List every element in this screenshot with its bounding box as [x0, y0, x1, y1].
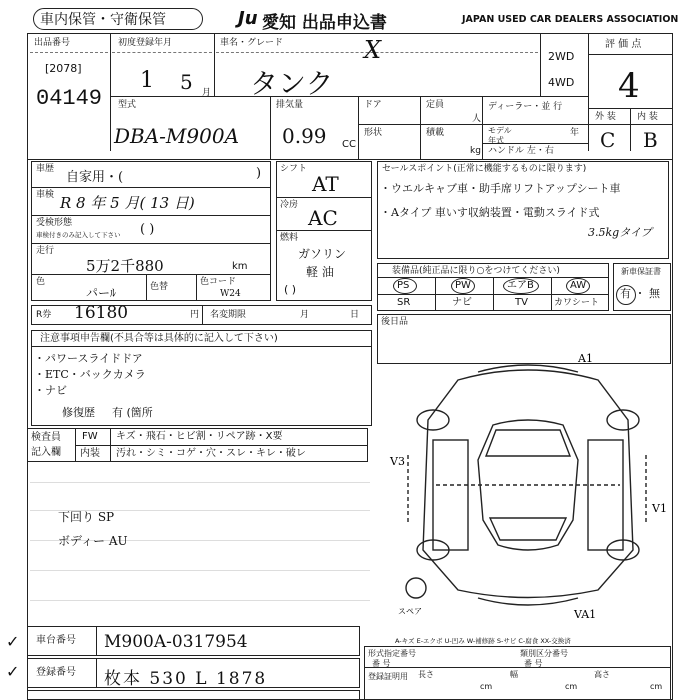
ac-label: 冷房	[280, 200, 299, 210]
selling-line1: ・ウエルキャブ車・助手席リフトアップシート車	[380, 182, 621, 195]
equip-v2	[493, 277, 494, 311]
storage-badge-text: 車内保管・守衛保管	[40, 12, 166, 28]
inspector-h	[75, 445, 368, 446]
right-side-panel	[588, 440, 623, 550]
mileage-value: 5万2千880	[86, 257, 164, 275]
circle-mark-ps	[393, 278, 417, 294]
number-label-a: 番 号	[372, 659, 391, 668]
ext-int-divider	[630, 108, 631, 151]
expiry-label: 名変期限	[210, 310, 247, 320]
notes-label: 注意事項申告欄(不具合等は具体的に記入して下さい)	[40, 333, 278, 344]
reg-year: 1	[140, 68, 154, 93]
circle-mark-pw	[451, 278, 475, 294]
plate-value: 枚本 530 L 1878	[104, 669, 268, 689]
check-mark-plate: ✓	[6, 662, 20, 681]
history-label: 車歴	[36, 164, 55, 174]
score-label: 評 価 点	[605, 39, 642, 50]
height-cm: cm	[650, 682, 663, 691]
history-close: )	[256, 166, 262, 181]
door-line	[358, 124, 588, 125]
history-line2	[31, 215, 271, 216]
color-code-label: 色コード	[200, 277, 237, 287]
cert-line1	[364, 667, 671, 668]
row1-top	[27, 33, 673, 34]
equip-leather[interactable]: カワシート	[554, 298, 600, 308]
marker-v3: V3	[390, 455, 405, 468]
reg-divider	[214, 33, 215, 96]
marker-va1: VA1	[574, 608, 597, 620]
model-label: 型式	[118, 100, 137, 110]
fuel-label: 燃料	[280, 233, 299, 243]
fuel-alt: 軽 油	[306, 265, 334, 279]
score-divider	[588, 33, 589, 151]
damage-diagram	[378, 350, 673, 620]
equip-airbag[interactable]: エアB	[507, 280, 534, 291]
color-value: パーﾙ	[86, 286, 117, 300]
number-label-b: 番 号	[524, 659, 543, 668]
post-fill-label: 後日品	[381, 317, 409, 327]
equip-pw[interactable]: PW	[455, 280, 471, 291]
drive-4wd: 4WD	[548, 76, 575, 89]
width-label: 幅	[510, 670, 518, 679]
exterior-label: 外 装	[595, 112, 616, 122]
month-unit: 月	[202, 88, 212, 98]
reg-month: 5	[180, 70, 193, 94]
score-line	[588, 54, 673, 55]
yen-unit: 円	[190, 310, 200, 320]
body-outline	[423, 370, 633, 598]
inspector-fw: FW	[82, 431, 98, 442]
mileage-label: 走行	[36, 246, 55, 256]
length-cm: cm	[480, 682, 493, 691]
plate-divider	[96, 658, 97, 688]
circle-mark-aw	[566, 278, 590, 294]
bottom-strip	[27, 690, 360, 700]
memo-grid-5	[30, 600, 370, 601]
equip-v1	[435, 277, 436, 311]
cert-label: 登録証明用	[368, 672, 408, 681]
memo-line1: 下回り SP	[58, 510, 115, 524]
windshield	[486, 430, 570, 456]
displacement-label: 排気量	[276, 100, 304, 110]
selling-label: セールスポイント(正常に機能するものに限ります)	[382, 164, 587, 174]
spec-line2	[276, 230, 372, 231]
model-divider	[270, 96, 271, 159]
equip-sr[interactable]: SR	[397, 297, 411, 308]
notes-line	[31, 346, 372, 347]
acceptance-value: ( )	[140, 222, 155, 237]
row3-top	[27, 159, 673, 160]
expiry-month: 月	[300, 310, 310, 320]
door-divider	[420, 96, 421, 159]
color-divider1	[146, 274, 147, 301]
capacity-divider	[482, 96, 483, 159]
chassis-value: M900A-0317954	[104, 632, 248, 652]
lot-number: 04149	[36, 86, 103, 111]
car-name: タンク	[250, 67, 334, 100]
storage-badge	[33, 8, 203, 30]
warranty-circle	[616, 285, 636, 305]
form-title: 愛知 出品申込書	[262, 13, 387, 33]
spec-line1	[276, 197, 372, 198]
spare-tire	[406, 578, 426, 598]
notes-line3: ・ナビ	[34, 384, 67, 397]
equip-aw[interactable]: AW	[570, 280, 587, 291]
car-name-label: 車名・グレード	[220, 38, 284, 48]
chassis-label: 車台番号	[36, 635, 76, 646]
model-year-label: モデル 年式	[488, 126, 512, 145]
check-mark-chassis: ✓	[6, 632, 20, 651]
history-line3	[31, 243, 271, 244]
repair-label: 修復歴	[62, 406, 95, 419]
ac-value: AC	[308, 206, 338, 230]
fuel-value: ガソリン	[298, 247, 347, 261]
width-cm: cm	[565, 682, 578, 691]
row2-top	[110, 96, 588, 97]
damage-legend: A-キズ E-エクボ U-凹み W-補修跡 S-サビ C-腐食 XX-交換済	[395, 637, 571, 645]
repair-value: 有 (箇所	[112, 406, 153, 419]
interior-label: 内 装	[637, 112, 658, 122]
disp-divider	[358, 96, 359, 159]
color-change-label: 色替	[150, 282, 169, 292]
left-side-panel	[433, 440, 468, 550]
association-name: JAPAN USED CAR DEALERS ASSOCIATION	[462, 14, 679, 25]
color-label: 色	[36, 277, 46, 287]
height-label: 高さ	[594, 670, 610, 679]
class-number-label: 類別区分番号	[520, 649, 568, 658]
capacity-label: 定員	[426, 100, 445, 110]
length-label: 長さ	[418, 670, 434, 679]
form-number-label: 形式指定番号	[368, 649, 416, 658]
lot-sub: [2078]	[45, 62, 82, 75]
person-unit: 人	[472, 114, 482, 124]
inspector-exterior: キズ・飛石・ヒビ割・リペア跡・X要	[116, 431, 283, 442]
equip-ps[interactable]: PS	[397, 280, 410, 291]
rear-bumper	[478, 598, 578, 605]
acceptance-label: 受検形態	[36, 218, 73, 228]
cc-unit: CC	[342, 139, 356, 150]
inspection-label: 車検	[36, 190, 55, 200]
memo-line2: ボディー AU	[58, 534, 128, 548]
lot-divider	[110, 33, 111, 151]
plate-label: 登録番号	[36, 667, 76, 678]
recycle-value: 16180	[74, 303, 129, 323]
grade: X	[364, 36, 382, 64]
selling-line3: 3.5kgタイプ	[588, 226, 652, 239]
color-divider2	[196, 274, 197, 301]
warranty-label: 新車保証書	[621, 267, 661, 276]
history-value: 自家用・(	[66, 170, 124, 185]
inspector-interior-label: 内装	[80, 448, 100, 459]
kg-unit: kg	[470, 146, 481, 156]
handle-label: ハンドル 左・右	[488, 146, 554, 156]
lot-dash	[30, 52, 108, 53]
model-value: DBA-M900A	[114, 124, 240, 148]
ju-logo: Ju	[238, 8, 258, 29]
lot-label: 出品番号	[34, 38, 71, 48]
history-line4	[31, 274, 271, 275]
recycle-label: R券	[36, 310, 52, 320]
front-bumper	[478, 365, 578, 372]
memo-grid-4	[30, 570, 370, 571]
exterior-grade: C	[600, 128, 616, 152]
notes-line1: ・パワースライドドア	[34, 352, 143, 365]
score-value: 4	[618, 66, 640, 106]
circle-mark-airbag	[503, 278, 539, 294]
equip-tv[interactable]: TV	[515, 297, 528, 308]
notes-line2: ・ETC・バックカメラ	[34, 368, 146, 381]
history-line1	[31, 187, 271, 188]
dealer-label: ディーラー・並 行	[488, 102, 563, 112]
handle-line	[482, 143, 588, 144]
reg-year-label: 初度登録年月	[118, 38, 173, 48]
drive-divider	[540, 33, 541, 96]
fuel-paren: ( )	[284, 283, 297, 296]
inspector-label2: 記入欄	[31, 447, 61, 458]
load-label: 積載	[426, 128, 445, 138]
shape-label: 形状	[364, 128, 383, 138]
equip-v3	[551, 277, 552, 311]
acceptance-note: 車検付きのみ記入して下さい	[36, 231, 121, 239]
warranty-value[interactable]: 有 ・ 無	[620, 287, 660, 300]
color-code: W24	[220, 289, 241, 299]
memo-grid-1	[30, 482, 370, 483]
ext-int-line	[588, 124, 673, 125]
inspector-v2	[110, 428, 111, 462]
inspector-label1: 検査員	[31, 432, 61, 443]
displacement-value: 0.99	[282, 124, 327, 148]
recycle-divider	[202, 305, 203, 325]
spare-label: スペア	[398, 607, 422, 616]
marker-v1: V1	[652, 502, 667, 515]
inspector-interior: 汚れ・シミ・コゲ・穴・スレ・キレ・破レ	[116, 448, 306, 459]
shift-value: AT	[312, 172, 339, 196]
interior-grade: B	[643, 128, 658, 152]
door-label: ドア	[364, 100, 382, 110]
inspection-value: R 8 年 5 月( 13 日)	[60, 194, 195, 212]
marker-a1: A1	[578, 352, 593, 365]
km-unit: km	[232, 261, 248, 272]
shift-label: シフト	[280, 164, 308, 174]
year-unit: 年	[570, 128, 580, 138]
drive-2wd: 2WD	[548, 50, 575, 63]
equipment-label: 装備品(純正品に限り○をつけてください)	[392, 266, 560, 276]
rear-window	[490, 518, 566, 540]
expiry-day: 日	[350, 310, 360, 320]
reg-dash	[112, 52, 212, 53]
equip-navi[interactable]: ナビ	[452, 297, 472, 308]
selling-line2: ・Aタイプ 車いす収納装置・電動スライド式	[380, 206, 600, 219]
chassis-divider	[96, 626, 97, 656]
